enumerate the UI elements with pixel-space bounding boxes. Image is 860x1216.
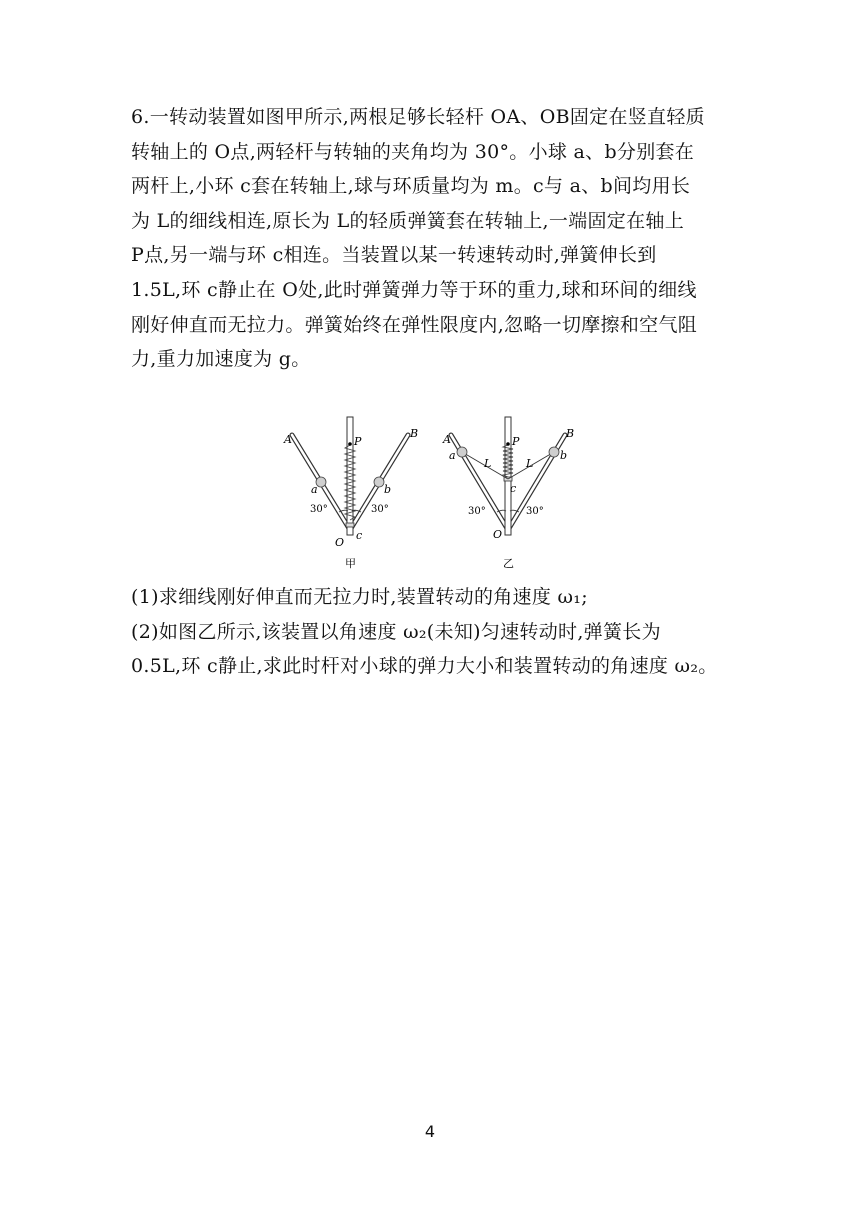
- ball-a: [457, 447, 467, 457]
- question-line: 0.5L,环 c静止,求此时杆对小球的弹力大小和装置转动的角速度 ω₂。: [131, 655, 718, 678]
- angle-label-right: 30°: [526, 506, 544, 517]
- label-thread-l-left: L: [484, 457, 492, 470]
- label-p: P: [512, 435, 520, 448]
- page-number: 4: [424, 1122, 436, 1141]
- label-c: c: [356, 529, 363, 542]
- problem-line: 刚好伸直而无拉力。弹簧始终在弹性限度内,忽略一切摩擦和空气阻: [131, 313, 698, 336]
- problem-line: 两杆上,小环 c套在转轴上,球与环质量均为 m。c与 a、b间均用长: [131, 175, 691, 198]
- ring-c: [346, 523, 354, 527]
- ball-b: [549, 447, 559, 457]
- figure-jia: [283, 417, 418, 570]
- problem-statement: [131, 100, 741, 377]
- figure-yi: [442, 417, 574, 570]
- question-line: (2)如图乙所示,该装置以角速度 ω₂(未知)匀速转动时,弹簧长为: [131, 620, 661, 643]
- label-b-upper: B: [566, 427, 575, 440]
- label-ball-a: a: [449, 449, 456, 462]
- problem-line: P点,另一端与环 c相连。当装置以某一转速转动时,弹簧伸长到: [131, 244, 657, 267]
- label-o: O: [335, 536, 345, 549]
- label-a-upper: A: [284, 433, 292, 446]
- label-ball-b: b: [384, 483, 392, 496]
- problem-line: 转轴上的 O点,两轻杆与转轴的夹角均为 30°。小球 a、b分别套在: [131, 140, 695, 163]
- ball-b: [374, 477, 384, 487]
- figures: [270, 415, 600, 575]
- label-p: P: [354, 435, 362, 448]
- problem-line: 6.一转动装置如图甲所示,两根足够长轻杆 OA、OB固定在竖直轻质: [131, 106, 705, 128]
- caption-yi: 乙: [503, 557, 514, 570]
- label-b-upper: B: [410, 427, 419, 440]
- angle-label-right: 30°: [371, 504, 389, 515]
- caption-jia: 甲: [345, 557, 356, 570]
- question-line: (1)求细线刚好伸直而无拉力时,装置转动的角速度 ω₁;: [131, 586, 588, 608]
- label-c: c: [510, 482, 517, 495]
- point-p: [348, 442, 352, 446]
- problem-line: 力,重力加速度为 g。: [131, 348, 311, 371]
- point-p: [506, 442, 510, 446]
- label-ball-b: b: [560, 449, 568, 462]
- question-list: [131, 580, 751, 684]
- figure-diagrams: [270, 415, 600, 575]
- label-a-upper: A: [443, 433, 451, 446]
- label-o: O: [493, 528, 503, 541]
- angle-label-left: 30°: [310, 504, 328, 515]
- label-ball-a: a: [311, 483, 318, 496]
- angle-label-left: 30°: [468, 506, 486, 517]
- problem-line: 为 L的细线相连,原长为 L的轻质弹簧套在转轴上,一端固定在轴上: [131, 209, 684, 232]
- problem-line: 1.5L,环 c静止在 O处,此时弹簧弹力等于环的重力,球和环间的细线: [131, 278, 697, 301]
- label-thread-l-right: L: [526, 457, 534, 470]
